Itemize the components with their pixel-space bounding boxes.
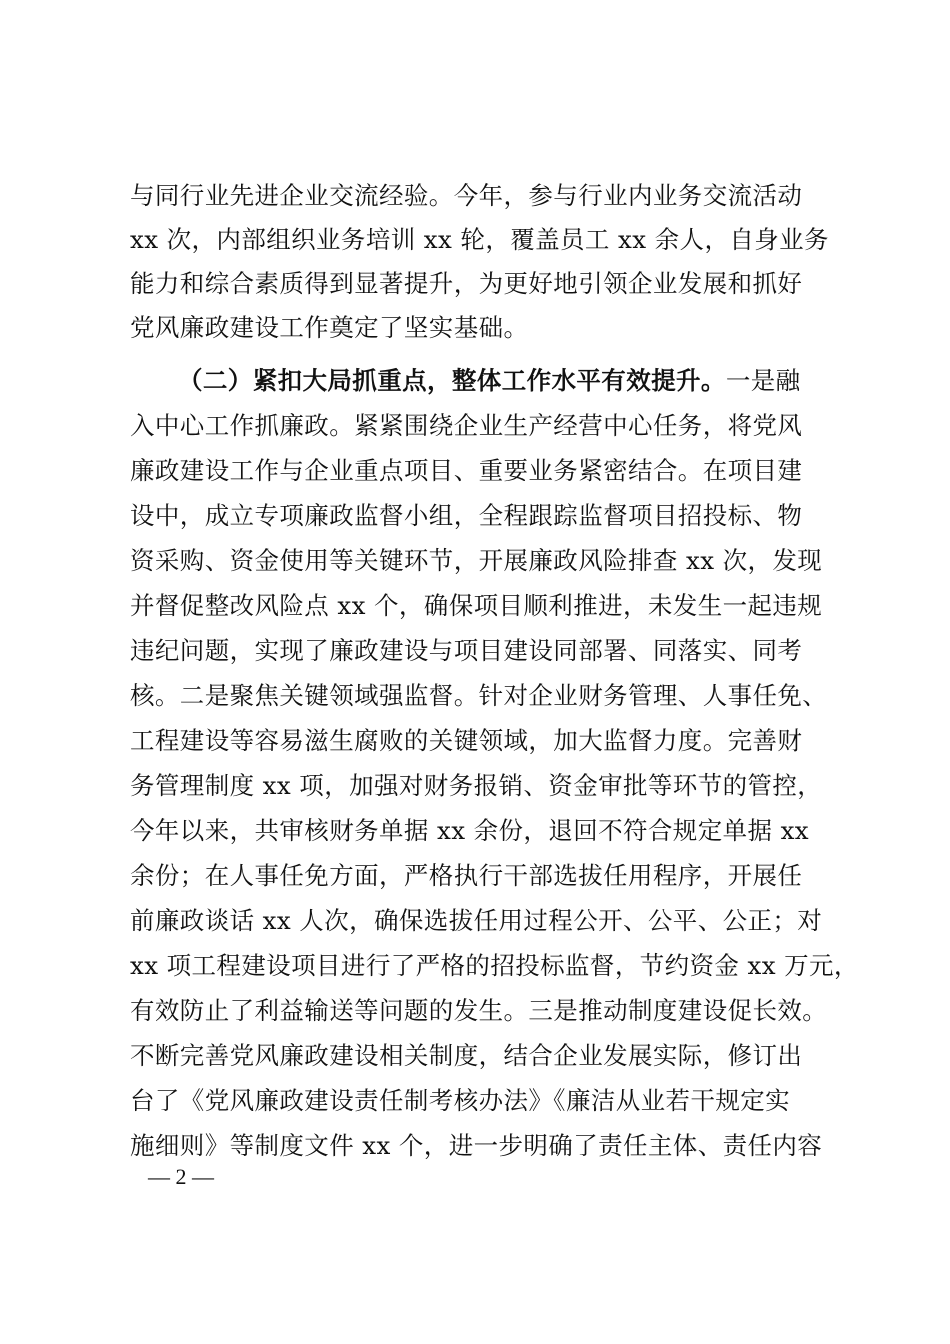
body-line: 核。二是聚焦关键领域强监督。针对企业财务管理、人事任免、 — [130, 681, 828, 710]
body-line: xx 次，内部组织业务培训 xx 轮，覆盖员工 xx 余人，自身业务 — [130, 225, 829, 254]
body-line: 设中，成立专项廉政监督小组，全程跟踪监督项目招投标、物 — [130, 501, 803, 530]
body-line: 资采购、资金使用等关键环节，开展廉政风险排查 xx 次，发现 — [130, 546, 823, 575]
section-heading: （二）紧扣大局抓重点，整体工作水平有效提升。 — [178, 366, 726, 395]
body-line: 廉政建设工作与企业重点项目、重要业务紧密结合。在项目建 — [130, 456, 803, 485]
body-line: 台了《党风廉政建设责任制考核办法》《廉洁从业若干规定实 — [130, 1086, 791, 1115]
section-heading-line — [178, 361, 850, 401]
body-line: 能力和综合素质得到显著提升，为更好地引领企业发展和抓好 — [130, 269, 803, 298]
body-text: 一是融 — [725, 366, 801, 395]
body-line: 有效防止了利益输送等问题的发生。三是推动制度建设促长效。 — [130, 996, 828, 1025]
body-line: 施细则》等制度文件 xx 个，进一步明确了责任主体、责任内容 — [130, 1131, 823, 1160]
body-line: 不断完善党风廉政建设相关制度，结合企业发展实际，修订出 — [130, 1041, 803, 1070]
body-line: 前廉政谈话 xx 人次，确保选拔任用过程公开、公平、公正；对 — [130, 906, 823, 935]
body-line: 党风廉政建设工作奠定了坚实基础。 — [130, 313, 529, 342]
body-line: xx 项工程建设项目进行了严格的招投标监督，节约资金 xx 万元， — [130, 951, 859, 980]
body-line: 并督促整改风险点 xx 个，确保项目顺利推进，未发生一起违规 — [130, 591, 823, 620]
body-line: 入中心工作抓廉政。紧紧围绕企业生产经营中心任务，将党风 — [130, 411, 803, 440]
body-line: 余份；在人事任免方面，严格执行干部选拔任用程序，开展任 — [130, 861, 803, 890]
body-line: 与同行业先进企业交流经验。今年，参与行业内业务交流活动 — [130, 181, 803, 210]
page-number: — 2 — — [148, 1164, 214, 1189]
body-line: 违纪问题，实现了廉政建设与项目建设同部署、同落实、同考 — [130, 636, 803, 665]
body-line: 工程建设等容易滋生腐败的关键领域，加大监督力度。完善财 — [130, 726, 803, 755]
body-line: 今年以来，共审核财务单据 xx 余份，退回不符合规定单据 xx — [130, 816, 810, 845]
body-line: 务管理制度 xx 项，加强对财务报销、资金审批等环节的管控， — [130, 771, 823, 800]
